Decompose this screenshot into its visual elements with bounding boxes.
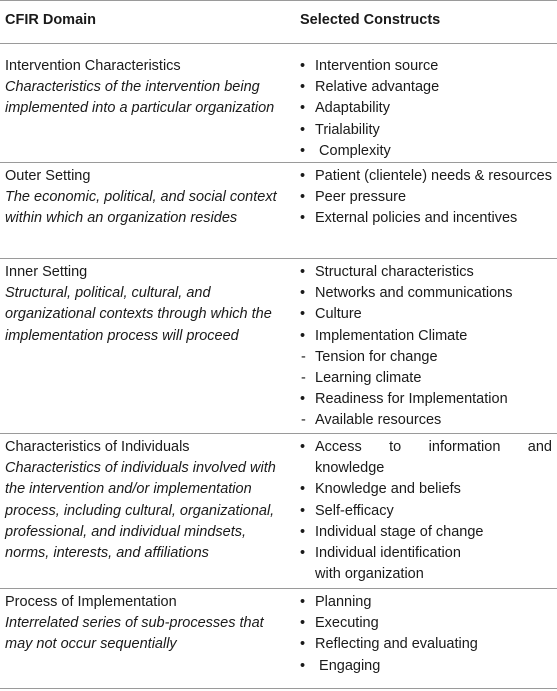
- domain-name: Outer Setting: [5, 168, 91, 184]
- domain-name: Characteristics of Individuals: [5, 439, 190, 455]
- construct-item: [300, 543, 552, 585]
- construct-continuation: knowledge: [315, 460, 385, 477]
- domain-name: Intervention Characteristics: [5, 58, 181, 74]
- constructs-list: [300, 56, 552, 162]
- construct-item: • Peer pressure: [300, 187, 552, 208]
- construct-item: • Implementation Climate: [300, 326, 552, 347]
- domain-name: Inner Setting: [5, 264, 88, 280]
- construct-item: • Structural characteristics: [300, 262, 552, 283]
- construct-continuation: with organization: [315, 566, 424, 583]
- domain-cell: [5, 56, 290, 120]
- header-rule: [0, 43, 557, 44]
- construct-item: • Executing: [300, 613, 552, 634]
- construct-item: • Trialability: [300, 120, 552, 141]
- construct-item: • Patient (clientele) needs & resources: [300, 166, 552, 187]
- row-rule: [0, 433, 557, 434]
- domain-cell: [5, 166, 290, 230]
- construct-item: • Planning: [300, 592, 552, 613]
- construct-subitem: - Learning climate: [300, 368, 552, 389]
- domain-cell: [5, 592, 290, 656]
- table-bottom-rule: [0, 688, 557, 689]
- construct-subitem: - Available resources: [300, 410, 552, 431]
- construct-item: • Readiness for Implementation: [300, 389, 552, 410]
- construct-subitem: - Tension for change: [300, 347, 552, 368]
- domain-name: Process of Implementation: [5, 594, 177, 610]
- construct-item: • Individual stage of change: [300, 522, 552, 543]
- construct-item: [300, 437, 552, 479]
- construct-item: • Networks and communications: [300, 283, 552, 304]
- domain-description: Characteristics of the intervention being implemented into a particular organization: [5, 79, 275, 117]
- constructs-list: [300, 437, 552, 585]
- construct-item: • Relative advantage: [300, 77, 552, 98]
- domain-cell: [5, 262, 290, 347]
- construct-item: • Self-efficacy: [300, 501, 552, 522]
- row-rule: [0, 258, 557, 259]
- domain-description: Characteristics of individuals involved with the intervention and/or implementation process, including cultural, organizational, professional, and individual mindsets, norms, interests, and affiliations: [5, 460, 276, 562]
- construct-text: • Access to information and: [315, 439, 552, 455]
- table-top-rule: [0, 0, 557, 1]
- row-rule: [0, 588, 557, 589]
- construct-item: • External policies and incentives: [300, 208, 552, 229]
- domain-description: The economic, political, and social context within which an organization resides: [5, 189, 277, 227]
- constructs-list: [300, 262, 552, 432]
- header-constructs: Selected Constructs: [300, 12, 441, 28]
- construct-item: • Reflecting and evaluating: [300, 634, 552, 655]
- constructs-list: [300, 166, 552, 230]
- construct-item: • Knowledge and beliefs: [300, 479, 552, 500]
- construct-text: • Individual identification: [315, 545, 461, 562]
- domain-description: Structural, political, cultural, and organizational contexts through which the implementation process will proceed: [5, 285, 272, 344]
- row-rule: [0, 162, 557, 163]
- construct-item: • Engaging: [300, 656, 552, 677]
- header-domain: CFIR Domain: [5, 12, 97, 28]
- construct-item: • Complexity: [300, 141, 552, 162]
- domain-cell: [5, 437, 290, 564]
- constructs-list: [300, 592, 552, 677]
- domain-description: Interrelated series of sub-processes that may not occur sequentially: [5, 615, 264, 653]
- construct-item: • Adaptability: [300, 98, 552, 119]
- construct-item: • Culture: [300, 304, 552, 325]
- construct-item: • Intervention source: [300, 56, 552, 77]
